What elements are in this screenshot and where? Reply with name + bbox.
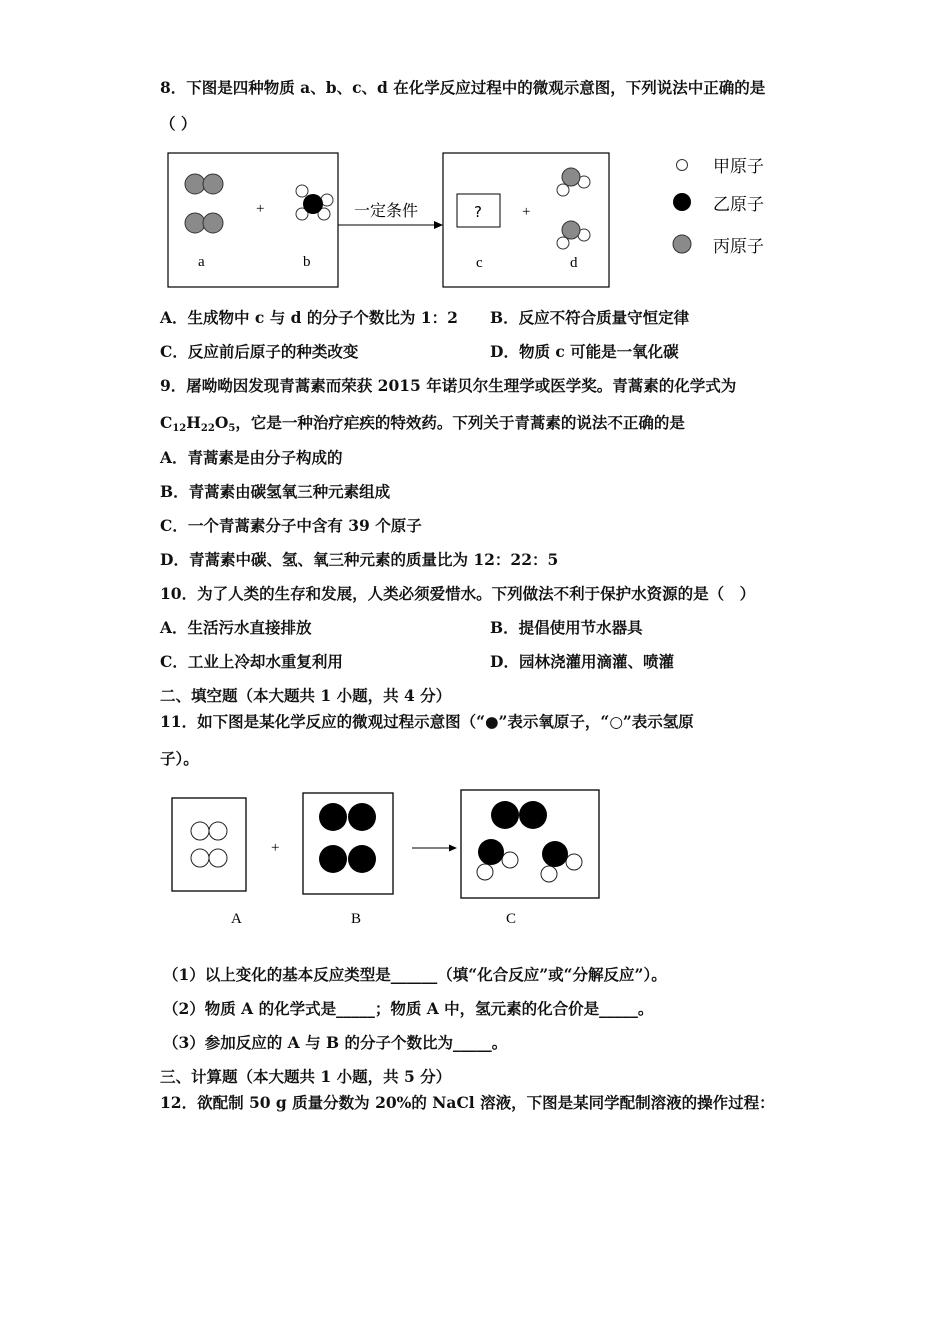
q11-label-a: A [231,911,242,927]
q11-molecule-b-2 [319,845,376,873]
q10-stem: 10．为了人类的生存和发展，人类必须爱惜水。下列做法不利于保护水资源的是（ ） [160,584,756,603]
q10-option-b: B．提倡使用节水器具 [490,618,643,637]
q8-plus-right: + [522,204,531,220]
q11-molecule-c-o2 [491,801,547,829]
q11-sub3: （3）参加反应的 A 与 B 的分子个数比为_____。 [163,1033,508,1052]
q9-stem-line2 [160,413,685,439]
q11-molecule-c-h2o-2 [541,841,582,882]
q11-stem-line2: 子）。 [160,749,199,768]
q11-molecule-c-h2o-1 [477,839,518,880]
q8-option-d: D．物质 c 可能是一氧化碳 [490,342,679,361]
q8-molecule-a-1 [185,174,223,194]
q8-label-c: c [476,255,483,271]
q11-label-b: B [351,911,362,927]
q9-formula-c: C [160,413,173,432]
q9-formula-c-sub: 12 [172,423,187,434]
q8-legend-bing: 丙原子 [713,237,764,257]
q11-reaction-diagram [160,785,620,935]
q8-plus-left: + [256,201,265,217]
q8-reaction-diagram [160,148,790,293]
q11-box-b [303,793,393,894]
q8-legend-yi: 乙原子 [713,195,764,215]
q9-option-c: C．一个青蒿素分子中含有 39 个原子 [160,516,422,535]
q11-plus: + [271,840,280,856]
q8-product-box [443,153,609,287]
q8-option-c: C．反应前后原子的种类改变 [160,342,359,361]
q8-unknown-mark: ? [474,203,482,221]
q9-formula-h-sub: 22 [200,423,215,434]
q11-box-a [172,798,246,891]
q12-stem: 12．欲配制 50 g 质量分数为 20%的 NaCl 溶液，下图是某同学配制溶液的操作过程： [160,1093,775,1112]
q10-option-a: A．生活污水直接排放 [160,618,312,637]
q9-stem-line2-rest: ，它是一种治疗疟疾的特效药。下列关于青蒿素的说法不正确的是 [235,413,685,432]
q11-molecule-a-1 [191,822,227,840]
q8-label-d: d [570,255,578,271]
q8-stem-line2: （ ） [160,114,197,133]
q8-label-b: b [303,254,311,270]
q8-legend-jia: 甲原子 [713,157,764,177]
q8-condition: 一定条件 [354,201,419,220]
q8-label-a: a [198,254,205,270]
q9-stem-line1: 9．屠呦呦因发现青蒿素而荣获 2015 年诺贝尔生理学或医学奖。青蒿素的化学式为 [160,376,737,395]
section3-title: 三、计算题（本大题共 1 小题，共 5 分） [160,1067,452,1086]
q10-option-d: D．园林浇灌用滴灌、喷灌 [490,652,674,671]
q8-option-a: A．生成物中 c 与 d 的分子个数比为 1：2 [160,308,458,327]
q8-molecule-d-2 [557,221,590,249]
q11-molecule-b-1 [319,803,376,831]
q10-option-c: C．工业上冷却水重复利用 [160,652,343,671]
q11-sub2: （2）物质 A 的化学式是_____；物质 A 中，氢元素的化合价是_____。 [163,999,654,1018]
q8-molecule-d-1 [557,168,590,196]
q8-molecule-b [296,185,333,220]
q8-legend [673,157,764,257]
q9-option-d: D．青蒿素中碳、氢、氧三种元素的质量比为 12：22：5 [160,550,559,569]
q9-formula-o-sub: 5 [228,423,236,434]
q9-option-b: B．青蒿素由碳氢氧三种元素组成 [160,482,391,501]
q9-formula-o: O [214,413,229,432]
q11-stem-line1: 11．如下图是某化学反应的微观过程示意图（“●”表示氧原子，“○”表示氢原 [160,712,694,731]
q9-option-a: A．青蒿素是由分子构成的 [160,448,343,467]
q8-stem-line1: 8．下图是四种物质 a、b、c、d 在化学反应过程中的微观示意图，下列说法中正确的是 [160,78,766,97]
q11-sub1: （1）以上变化的基本反应类型是______（填“化合反应”或“分解反应”）。 [163,965,667,984]
q9-formula-h: H [186,413,201,432]
section2-title: 二、填空题（本大题共 1 小题，共 4 分） [160,686,452,705]
q11-molecule-a-2 [191,849,227,867]
q8-molecule-a-2 [185,213,223,233]
q8-option-b: B．反应不符合质量守恒定律 [490,308,690,327]
q11-label-c: C [506,911,517,927]
